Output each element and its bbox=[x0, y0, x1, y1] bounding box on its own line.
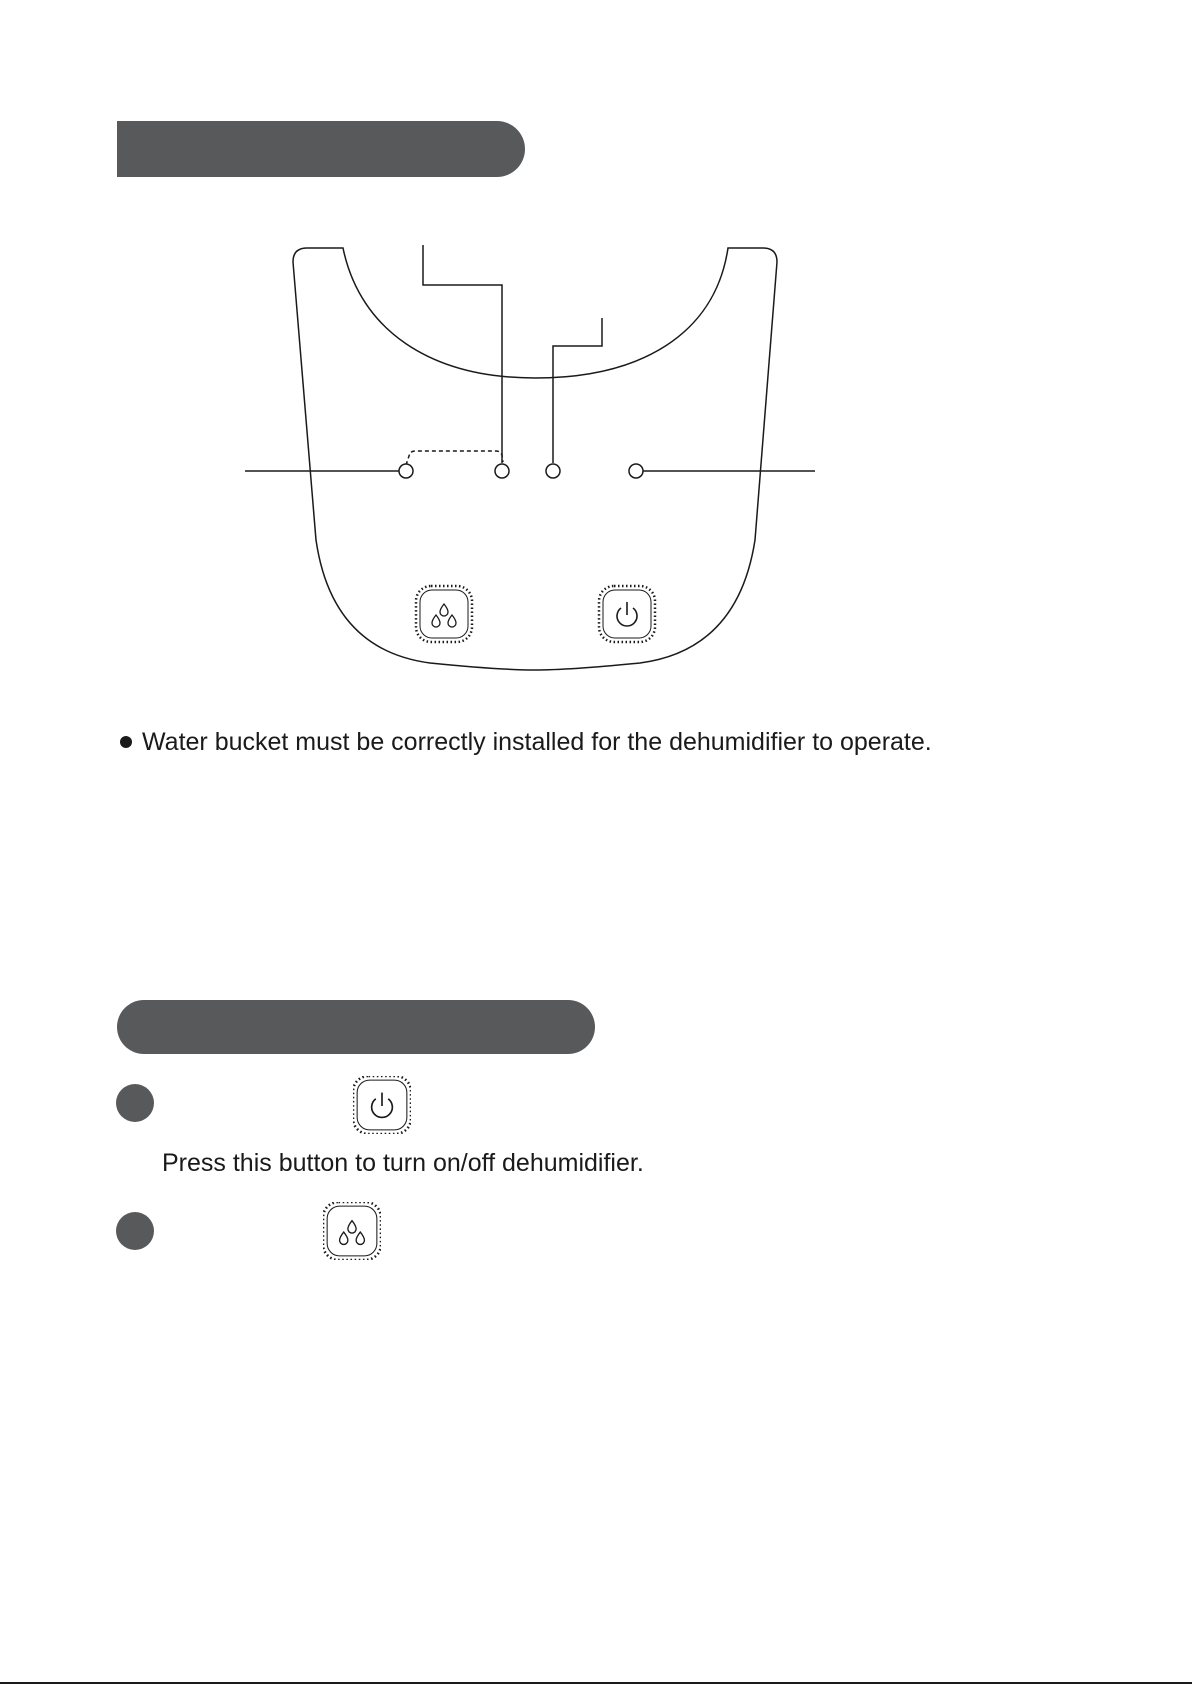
panel-power-button bbox=[599, 586, 655, 642]
water-drops-icon bbox=[432, 604, 456, 627]
item-number-2 bbox=[116, 1212, 154, 1250]
power-icon bbox=[617, 602, 637, 626]
leader-line-indicator-2 bbox=[423, 245, 502, 463]
power-button-illustration bbox=[353, 1076, 411, 1134]
indicator-light-2 bbox=[495, 464, 509, 478]
water-drops-icon bbox=[340, 1221, 365, 1245]
panel-dehumidify-button bbox=[416, 586, 472, 642]
dehumidify-button-illustration bbox=[323, 1202, 381, 1260]
indicator-group-bracket bbox=[406, 451, 503, 465]
leader-line-indicator-3 bbox=[553, 318, 602, 463]
panel-outline bbox=[293, 248, 777, 670]
section-header-operation bbox=[117, 1000, 595, 1054]
bucket-note bbox=[120, 727, 932, 757]
bucket-note-text: Water bucket must be correctly installed for the dehumidifier to operate. bbox=[142, 728, 932, 756]
control-panel-diagram bbox=[0, 0, 1192, 700]
page-footer-rule bbox=[0, 1682, 1192, 1684]
bullet-icon bbox=[120, 736, 132, 748]
item-number-1 bbox=[116, 1084, 154, 1122]
power-icon bbox=[372, 1093, 393, 1118]
indicator-light-1 bbox=[399, 464, 413, 478]
indicator-light-3 bbox=[546, 464, 560, 478]
power-button-description: Press this button to turn on/off dehumidifier. bbox=[162, 1149, 644, 1177]
indicator-light-4 bbox=[629, 464, 643, 478]
